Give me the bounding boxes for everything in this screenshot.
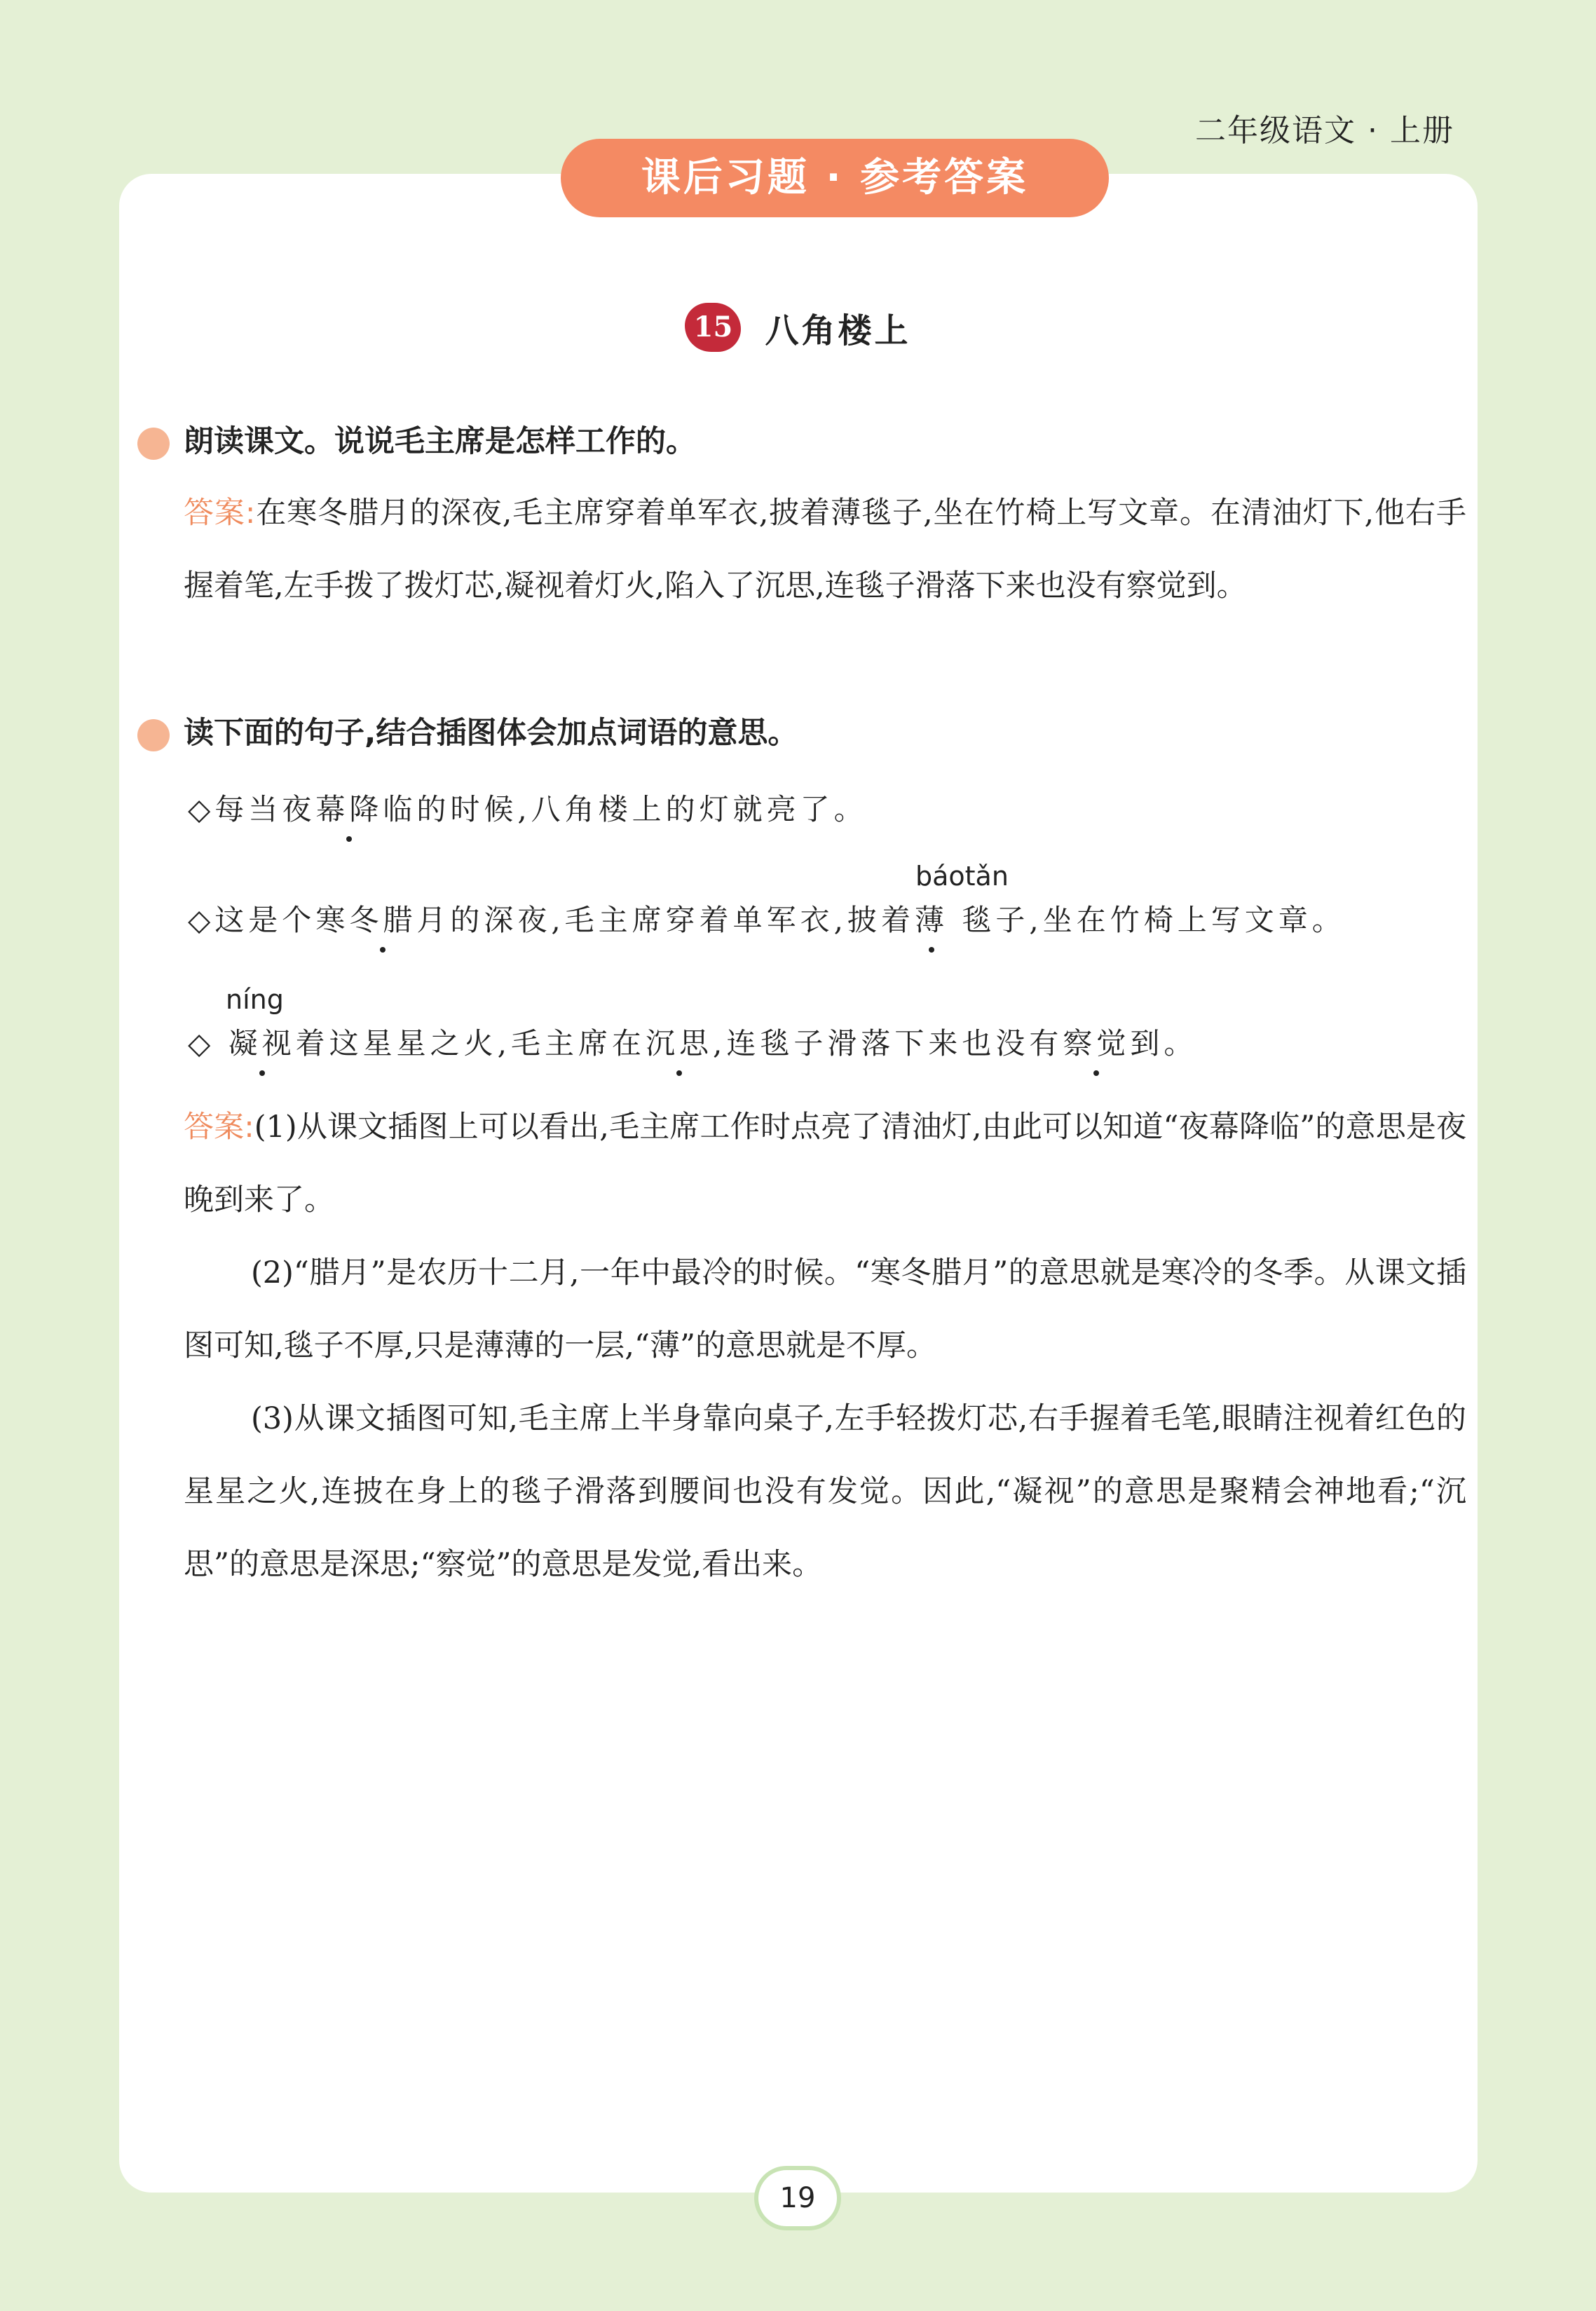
dotted-word: 凝视 [228,1026,296,1061]
dotted-word: 沉思 [646,1026,714,1061]
dotted-word: 薄 [915,903,949,937]
question-2: 读下面的句子,结合插图体会加点词语的意思。 [184,716,798,751]
dotted-word: 夜幕降临 [282,792,417,826]
example-sentence-2: ◇这是个寒冬腊月的深夜,毛主席穿着单军衣,披着薄 毯子,坐在竹椅上写文章。 [188,903,1346,937]
answer-1 [184,477,1466,622]
question-1: 朗读课文。说说毛主席是怎样工作的。 [184,424,696,459]
bullet-icon [137,719,170,751]
dotted-word: 寒冬腊月 [315,903,451,937]
answer-2-part-1: (1)从课文插图上可以看出,毛主席工作时点亮了清油灯,由此可以知道“夜幕降临”的意思是夜晚到来了。 [184,1110,1466,1218]
lesson-header [0,303,1596,352]
answer-2 [184,1091,1466,1601]
book-label: 二年级语文 · 上册 [1195,113,1454,149]
dotted-word: 察觉 [1063,1026,1131,1061]
bullet-icon [137,428,170,460]
answer-tag: 答案: [184,1110,254,1145]
pinyin-ning: níng [226,984,284,1015]
answer-2-part-3: (3)从课文插图可知,毛主席上半身靠向桌子,左手轻拨灯芯,右手握着毛笔,眼睛注视着红色的星星之火,连披在身上的毯子滑落到腰间也没有发觉。因此,“凝视”的意思是聚精会神地看;“沉思”的意思是深思;“察觉”的意思是发觉,看出来。 [184,1401,1466,1582]
pinyin-baotan: báotǎn [915,861,1009,892]
lesson-number-badge: 15 [685,303,741,352]
answer-tag: 答案: [184,496,256,531]
answer-1-text: 在寒冬腊月的深夜,毛主席穿着单军衣,披着薄毯子,坐在竹椅上写文章。在清油灯下,他右手握着笔,左手拨了拨灯芯,凝视着灯火,陷入了沉思,连毯子滑落下来也没有察觉到。 [184,496,1466,604]
lesson-title: 八角楼上 [765,311,911,350]
section-title: 课后习题 · 参考答案 [561,139,1109,217]
answer-2-part-2: (2)“腊月”是农历十二月,一年中最冷的时候。“寒冬腊月”的意思就是寒冷的冬季。从课文插图可知,毯子不厚,只是薄薄的一层,“薄”的意思就是不厚。 [184,1255,1466,1363]
page-number: 19 [754,2166,841,2230]
example-sentence-3: ◇ 凝视着这星星之火,毛主席在沉思,连毯子滑落下来也没有察觉到。 [188,1026,1198,1061]
example-sentence-1: ◇每当夜幕降临的时候,八角楼上的灯就亮了。 [188,792,868,826]
